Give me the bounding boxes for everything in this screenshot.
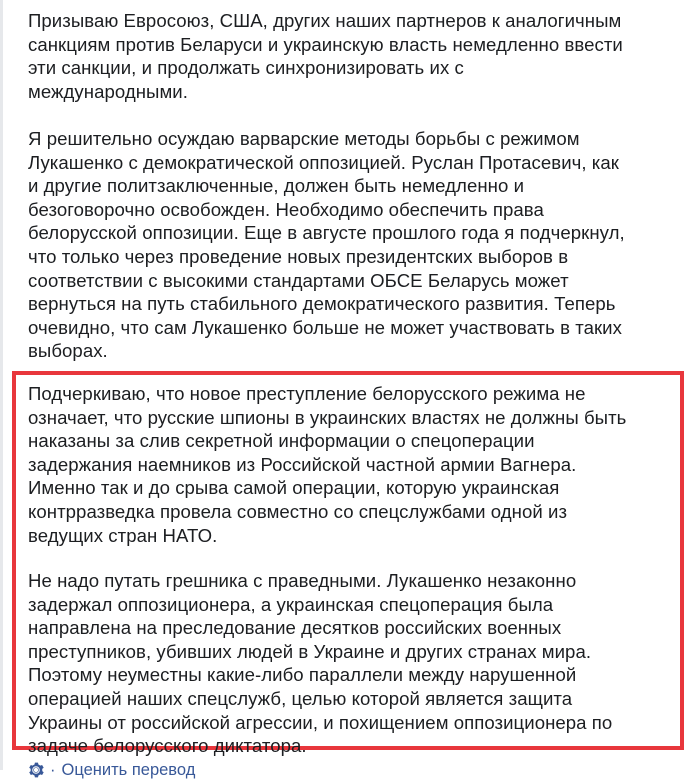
- paragraph-spies: Подчеркиваю, что новое преступление белорусского режима не означает, что русские шпионы в украинских властях не должны быть наказаны за слив секретной информации о спецоперации задержания наемников из Российской частной армии Вагнера. Именно так и до срыва самой операции, которую украинская контрразведка провела совместно со спецслужбами одной из ведущих стран НАТО.: [28, 383, 627, 546]
- rate-translation-link[interactable]: Оценить перевод: [61, 760, 196, 779]
- paragraph-sanctions: Призываю Евросоюз, США, других наших партнеров к аналогичным санкциям против Беларуси и украинскую власть немедленно ввести эти санкции, и продолжать синхронизировать их с международными.: [28, 10, 623, 102]
- paragraph-condemnation: Я решительно осуждаю варварские методы борьбы с режимом Лукашенко с демократической оппозицией. Руслан Протасевич, как и другие политзаключенные, должен быть немедленно и безоговорочно освобожден. Необходимо обеспечить права белорусской оппозиции. Еще в августе прошлого года я подчеркнул, что только через проведение новых президентских выборов в соответствии с высокими стандартами ОБСЕ Беларусь может вернуться на путь стабильного демократического развития. Теперь очевидно, что сам Лукашенко больше не может участвовать в таких выборах.: [28, 128, 625, 362]
- translation-separator: ·: [50, 760, 56, 779]
- paragraph-sinners: Не надо путать грешника с праведными. Лукашенко незаконно задержал оппозиционера, а украинская спецоперация была направлена на преследование десятков российских военных преступников, убивших людей в Украине и других странах мира. Поэтому неуместны какие-либо параллели между нарушенной операцией наших спецслужб, целью которой является защита Украины от российской агрессии, и похищением оппозиционера по задаче белорусского диктатора.: [28, 570, 613, 757]
- translation-bar: [28, 759, 195, 781]
- post-left-rule: [0, 0, 3, 770]
- gear-icon[interactable]: [28, 762, 44, 778]
